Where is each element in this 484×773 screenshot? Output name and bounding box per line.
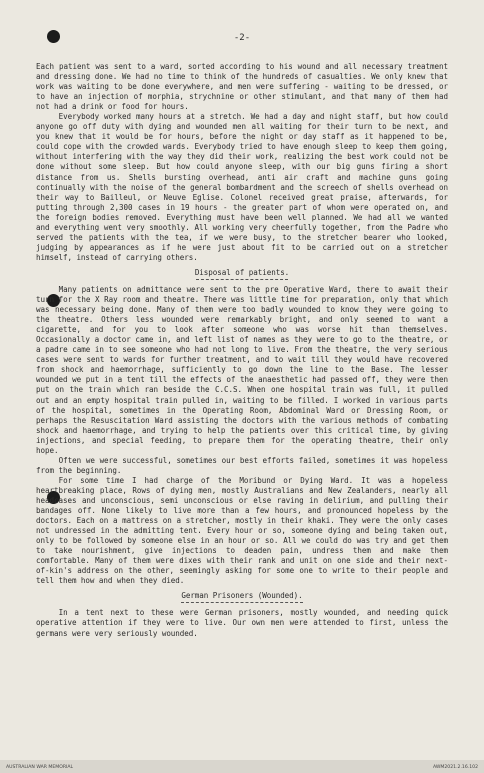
archive-footer: [0, 760, 484, 773]
paragraph-ward-sorting: Each patient was sent to a ward, sorted according to his wound and all necessary treatment and dressing done. We had no time to think of the hundreds of casualties. We only knew that work was waiting to be done everywhere, and men were suffering - waiting to be dressed, or to have an injection of morphia, strychnine or other stimulant, and that many of them had not had a drink or food for hours.: [36, 62, 448, 112]
heading-underline: [196, 279, 288, 280]
page-number: -2-: [233, 33, 251, 43]
section-heading-disposal: Disposal of patients.: [194, 267, 290, 277]
typed-text-body: [36, 62, 448, 639]
footer-reference: AWM2021.2.16.102: [432, 765, 478, 770]
section-heading-german-prisoners: German Prisoners (Wounded).: [181, 591, 303, 601]
paragraph-german-prisoners: In a tent next to these were German prisoners, mostly wounded, and needing quick operative attention if they were to live. Our own men were attended to first, unless the germans were very seriously wounded.: [36, 608, 448, 638]
paragraph-pre-operative-ward: Many patients on admittance were sent to the pre Operative Ward, there to await their turn for the X Ray room and theatre. There was little time for preparation, only that which was necessary being done. Many of them were too badly wounded to know they were going to the theatre. Others less wounded were remarkably bright, and only seemed to want a cigarette, and for you to look after someone who was worse hit than themselves. Occasionally a doctor came in, and left list of names as they were to go to the theatre, or a padre came in to see someone who had not long to live. From the theatre, the very serious cases were sent to wards for further treatment, and to wait till they would have recovered from shock and haemorrhage, sufficiently to go down the line to the Base. The lesser wounded we put in a tent till the effects of the anaesthetic had passed off, they were then put on the train which ran beside the C.C.S. When one hospital train was full, it pulled out and an empty hospital train pulled in, waiting to be filled. I worked in various parts of the hospital, sometimes in the Operating Room, Abdominal Ward or Dressing Room, or perhaps the Resuscitation Ward assisting the doctors with the various methods of combating shock and haemorrhage, and trying to help the patients over this critical time, by giving injections, and special feeding, to prepare them for the operating theatre, their only hope.: [36, 284, 448, 455]
paragraph-outcomes: Often we were successful, sometimes our best efforts failed, sometimes it was hopeless from the beginning.: [36, 455, 448, 475]
paragraph-moribund-ward: For some time I had charge of the Moribund or Dying Ward. It was a hopeless heartbreaking place, Rows of dying men, mostly Australians and New Zealanders, nearly all headcases and unconscious, semi unconscious or else raving in delirium, and pulling their bandages off. None likely to live more than a few hours, and pronounced hopeless by the doctors. Each on a mattress on a stretcher, mostly in their khaki. They were the only cases not undressed in the admitting tent. Every hour or so, someone dying and being taken out, only to be followed by someone else in an hour or so. All we could do was try and get them to take nourishment, give injections to deaden pain, undress them and make them comfortable. Many of them were dixes with their rank and unit on one side and their next-of-kin's address on the other, seemingly asking for some one to write to their people and tell them how and when they died.: [36, 475, 448, 586]
heading-underline: [181, 602, 303, 603]
footer-institution: AUSTRALIAN WAR MEMORIAL: [6, 765, 74, 770]
paragraph-working-hours: Everybody worked many hours at a stretch. We had a day and night staff, but how could anyone go off duty with dying and wounded men all waiting for their turn to be next, and you knew that it would be for hours, before the night or day staff as it happened to be, could cope with the crowded wards. Everybody tried to have enough sleep to keep them going, without interfering with the way they did their work, realizing the best work could not be done without some sleep. But how could anyone sleep, with our big guns firing a short distance from us. Shells bursting overhead, anti air craft and machine guns going continually with the noise of the general bombardment and the screech of shells overhead on their way to Bailleul, or Neuve Eglise. Colonel received great praise, afterwards, for putting through 2,300 cases in 19 hours - the greater part of whom were operated on, and the foreign bodies removed. Everything must have been well planned. We had all we wanted and everything went very smoothly. All working very cheerfully together, from the Padre who served the patients with the tea, if we were busy, to the stretcher bearer who looked, judging by appearances as if he were just about fit to be carried out on a stretcher himself, instead of carrying others.: [36, 112, 448, 262]
